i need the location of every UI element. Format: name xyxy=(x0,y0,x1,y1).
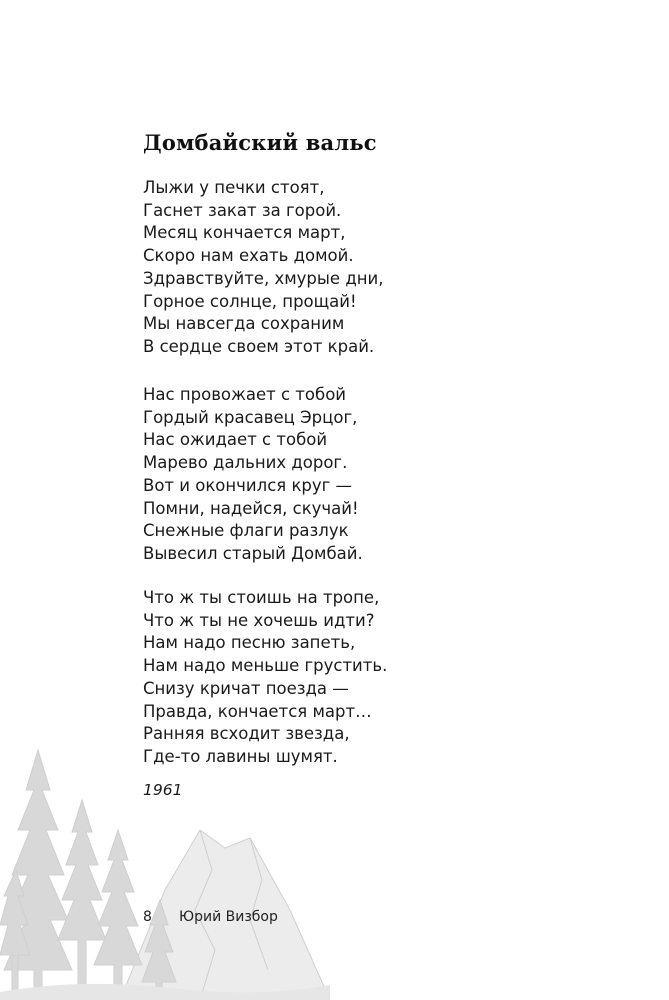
poem-year: 1961 xyxy=(143,781,183,799)
poem-line: Лыжи у печки стоят, xyxy=(143,178,325,197)
poem-line: Ранняя всходит звезда, xyxy=(143,724,350,744)
poem-line: Нам надо меньше грустить. xyxy=(143,656,388,676)
poem-line: Правда, кончается март… xyxy=(143,701,372,721)
poem-line: Вот и окончился круг — xyxy=(143,475,353,495)
poem-line: В сердце своем этот край. xyxy=(143,336,375,356)
stanza xyxy=(143,177,383,359)
poem-line: Что ж ты стоишь на тропе, xyxy=(143,588,380,607)
poem-line: Скоро нам ехать домой. xyxy=(143,246,354,266)
poem-title: Домбайский вальс xyxy=(143,130,377,155)
poem-line: Где-то лавины шумят. xyxy=(143,746,338,766)
poem-line: Мы навсегда сохраним xyxy=(143,314,345,334)
poem-line: Нас ожидает с тобой xyxy=(143,430,328,450)
page-number: 8 xyxy=(143,909,152,925)
poem-line: Гордый красавец Эрцог, xyxy=(143,407,358,427)
author-name: Юрий Визбор xyxy=(179,909,278,925)
poem-line: Горное солнце, прощай! xyxy=(143,291,357,311)
poem-line: Снежные флаги разлук xyxy=(143,521,349,541)
poem-line: Что ж ты не хочешь идти? xyxy=(143,610,375,630)
poem-line: Нас провожает с тобой xyxy=(143,385,347,404)
poem-line: Гаснет закат за горой. xyxy=(143,200,342,220)
stanza xyxy=(143,587,387,769)
stanza xyxy=(143,384,363,566)
poem-line: Вывесил старый Домбай. xyxy=(143,543,363,563)
poem-line: Нам надо песню запеть, xyxy=(143,633,356,653)
poem-line: Здравствуйте, хмурые дни, xyxy=(143,268,384,288)
poem-line: Помни, надейся, скучай! xyxy=(143,498,359,518)
poem-line: Месяц кончается март, xyxy=(143,223,346,243)
poem-line: Марево дальних дорог. xyxy=(143,453,348,473)
page-footer xyxy=(143,909,278,925)
poem-line: Снизу кричат поезда — xyxy=(143,678,349,698)
